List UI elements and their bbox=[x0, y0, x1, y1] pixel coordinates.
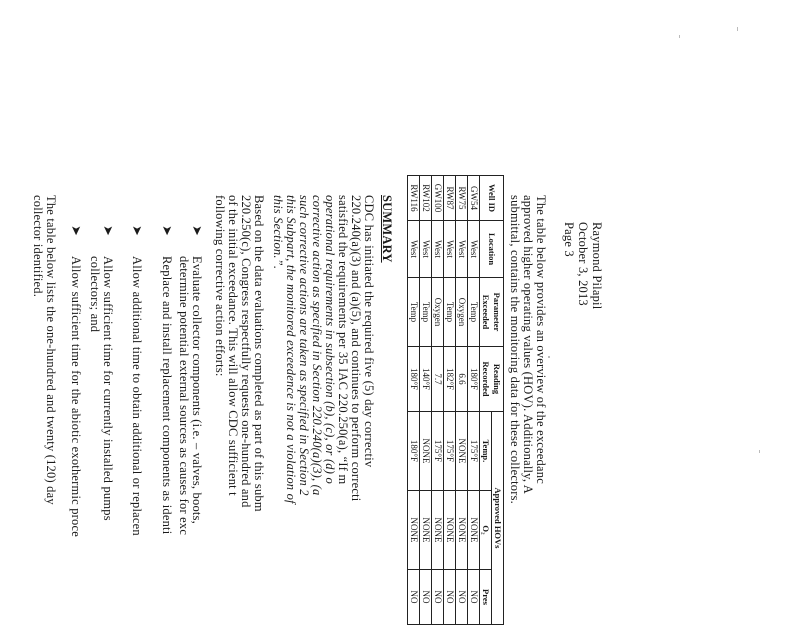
table-header-location: Location bbox=[480, 221, 504, 278]
table-cell: NONE bbox=[456, 490, 468, 569]
table-cell: NONE bbox=[420, 412, 432, 491]
table-cell: Temp bbox=[468, 278, 480, 347]
table-cell: NO bbox=[420, 569, 432, 624]
table-cell: Temp bbox=[420, 278, 432, 347]
table-row bbox=[408, 176, 420, 625]
table-cell: NONE bbox=[456, 412, 468, 491]
scan-speck bbox=[759, 450, 760, 453]
table-row bbox=[420, 176, 432, 625]
bullet-arrow-icon: ➤ bbox=[190, 225, 205, 236]
table-cell: RW102 bbox=[420, 176, 432, 221]
summary-line-5: corrective action as specified in Section 220.240(a)(3), (a bbox=[310, 195, 324, 496]
summary-line-6: such corrective actions are taken as specified in Section 2 bbox=[297, 195, 311, 496]
table-cell: West bbox=[444, 221, 456, 278]
table-cell: 180°F bbox=[468, 347, 480, 412]
bullet-5-line-1: Allow sufficient time for the abiotic exothermic proce bbox=[69, 256, 83, 537]
table-cell: 175°F bbox=[468, 412, 480, 491]
table-cell: RW75 bbox=[456, 176, 468, 221]
table-cell: Oxygen bbox=[432, 278, 444, 347]
bullet-4-line-2: collectors; and bbox=[88, 256, 102, 333]
table-cell: NONE bbox=[444, 490, 456, 569]
table-cell: Oxygen bbox=[456, 278, 468, 347]
table-cell: RW116 bbox=[408, 176, 420, 221]
table-cell: 180°F bbox=[408, 412, 420, 491]
table-cell: GW54 bbox=[468, 176, 480, 221]
page-number: Page 3 bbox=[562, 222, 576, 257]
hov-table bbox=[407, 175, 504, 625]
table-row bbox=[456, 176, 468, 625]
summary-line-4: operational requirements in subsection (b), (c), or (d) o bbox=[323, 195, 337, 484]
table-cell: NO bbox=[444, 569, 456, 624]
table-cell: 7.7 bbox=[432, 347, 444, 412]
table-cell: 180°F bbox=[408, 347, 420, 412]
table-cell: RW87 bbox=[444, 176, 456, 221]
scan-speck bbox=[548, 356, 550, 358]
table-subheader-o2: O₂ bbox=[480, 490, 492, 569]
table-cell: NONE bbox=[420, 490, 432, 569]
para2-line-3: of the initial exceedance. This will allow CDC sufficient t bbox=[226, 195, 240, 496]
scan-speck bbox=[679, 35, 680, 38]
table-cell: West bbox=[432, 221, 444, 278]
table-row bbox=[468, 176, 480, 625]
table-header-well: Well ID bbox=[480, 176, 504, 221]
bullet-1-line-2: determine potential external sources as causes for exc bbox=[177, 256, 191, 536]
table-cell: NO bbox=[408, 569, 420, 624]
para2-line-2: 220.250(c), Congress respectfully requests one-hundred and bbox=[239, 195, 253, 508]
table-subheader-temp: Temp. bbox=[480, 412, 492, 491]
table-cell: NONE bbox=[408, 490, 420, 569]
table-cell: NO bbox=[456, 569, 468, 624]
closing-line-1: The table below lists the one-hundred and twenty (120) day bbox=[44, 195, 58, 505]
table-cell: West bbox=[408, 221, 420, 278]
table-cell: NO bbox=[468, 569, 480, 624]
table-row bbox=[432, 176, 444, 625]
table-cell: Temp bbox=[408, 278, 420, 347]
table-cell: 175°F bbox=[444, 412, 456, 491]
closing-line-2: collector identified. bbox=[31, 195, 45, 298]
recipient-name: Raymond Pilapil bbox=[590, 222, 604, 310]
table-cell: West bbox=[456, 221, 468, 278]
table-cell: NONE bbox=[468, 490, 480, 569]
summary-line-1: CDC has initiated the required five (5) day correctiv bbox=[362, 195, 376, 468]
table-header-hov: Approved HOVs bbox=[492, 412, 504, 625]
table-subheader-pres: Pres bbox=[480, 569, 492, 624]
table-cell: Temp bbox=[444, 278, 456, 347]
summary-heading: SUMMARY bbox=[380, 195, 394, 263]
table-header-reading: Reading Recorded bbox=[480, 347, 504, 412]
summary-line-2: 220.240(a)(3) and (a)(5), and continues to perform correcti bbox=[349, 195, 363, 502]
bullet-4-line-1: Allow sufficient time for currently installed pumps bbox=[101, 256, 115, 521]
bullet-arrow-icon: ➤ bbox=[130, 225, 145, 236]
intro-line-1: The table below provides an overview of the exceedanc bbox=[534, 195, 548, 484]
table-cell: West bbox=[420, 221, 432, 278]
summary-line-3: satisfied the requirements per 35 IAC 220.250(a), “If m bbox=[336, 195, 350, 485]
summary-line-8: this Section.”. bbox=[271, 195, 285, 270]
table-cell: 6.6 bbox=[456, 347, 468, 412]
bullet-2-line-1: Replace and install replacement components as identi bbox=[160, 256, 174, 535]
intro-line-3: submittal, contains the monitoring data for these collectors. bbox=[508, 195, 522, 505]
bullet-arrow-icon: ➤ bbox=[69, 225, 84, 236]
summary-line-7: this Subpart, the monitored exceedence is not a violation of bbox=[284, 195, 298, 504]
table-cell: GW100 bbox=[432, 176, 444, 221]
scan-speck bbox=[737, 27, 738, 31]
table-cell: NONE bbox=[432, 490, 444, 569]
table-cell: 182°F bbox=[444, 347, 456, 412]
bullet-3-line-1: Allow additional time to obtain additional or replacen bbox=[130, 256, 144, 536]
table-cell: 140°F bbox=[420, 347, 432, 412]
table-cell: NO bbox=[432, 569, 444, 624]
bullet-1-line-1: Evaluate collector components (i.e. – valves, boots, bbox=[190, 256, 204, 524]
table-header-parameter: Parameter Exceeded bbox=[480, 278, 504, 347]
letter-date: October 3, 2013 bbox=[576, 222, 590, 306]
bullet-arrow-icon: ➤ bbox=[101, 225, 116, 236]
para2-line-1: Based on the data evaluations completed as part of this subm bbox=[252, 195, 266, 512]
intro-line-2: approved higher operating values (HOV). Additionally, A bbox=[521, 195, 535, 495]
table-row bbox=[444, 176, 456, 625]
para2-line-4: following corrective action efforts: bbox=[213, 195, 227, 377]
table-cell: 175°F bbox=[432, 412, 444, 491]
bullet-arrow-icon: ➤ bbox=[160, 225, 175, 236]
table-cell: West bbox=[468, 221, 480, 278]
